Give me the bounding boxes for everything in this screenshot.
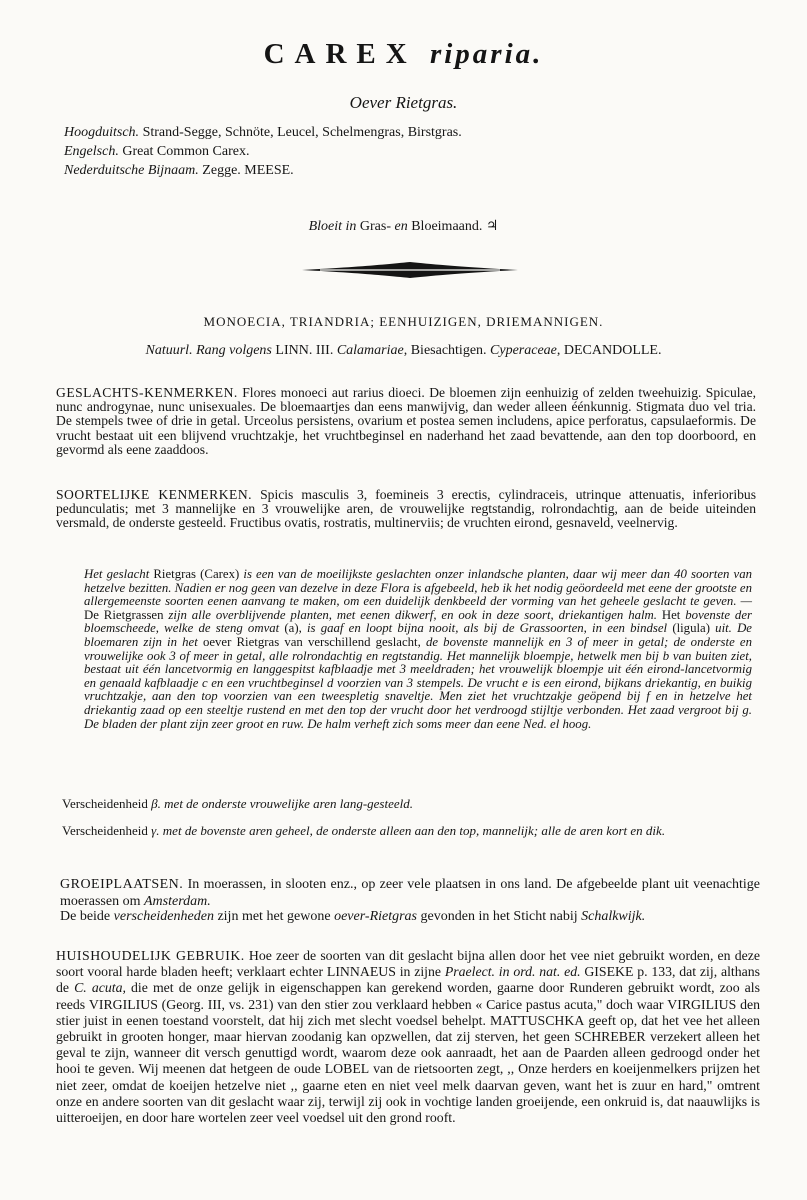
variety-text: met de bovenste aren geheel, de onderste alleen aan den top, mannelijk; alle de aren kort en dik. — [162, 823, 666, 838]
author-name: LINNAEUS — [326, 964, 396, 980]
household-use — [56, 948, 760, 1126]
linnaean-class: MONOECIA, TRIANDRIA; EENHUIZIGEN, DRIEMANNIGEN. — [203, 314, 604, 329]
natural-rank: Natuurl. Rang volgens LINN. III. Calamariae, Biesachtigen. Cyperaceae, DECANDOLLE. — [145, 343, 662, 358]
name-row-english — [64, 142, 764, 161]
flowering-month-2: Bloeimaand. — [411, 219, 483, 234]
flowering-en: en — [394, 219, 408, 234]
cyperaceae: Cyperaceae — [490, 343, 557, 358]
calamariae: Calamariae — [336, 343, 404, 358]
name-row-dutch — [64, 161, 764, 180]
note-text: is een van de moeilijkste geslachten onzer inlandsche planten, daar wij meer dan 40 soorten van hetzelve bezitten. Nadien er nog geen van dezelve in deze Flora is afgebeeld, heb ik het nodig geöordeeld met eene der grootste en allergemeenste soorten eenen aanvang te maken, om een duidelijk denkbeeld der vorming van het geheele geslacht te geven. — — [84, 567, 753, 609]
biesachtigen: , Biesachtigen. — [403, 343, 487, 358]
author-name: VIRGILIUS — [667, 996, 737, 1012]
section-text: In moerassen, in slooten enz., op zeer vele plaatsen in ons land. De afgebeelde plant uit veenachtige moerassen om — [60, 877, 761, 909]
vernacular-names — [64, 123, 764, 180]
section-text: Spicis masculis 3, foemineis 3 erectis, cylindraceis, utrinque attenuatis, inferioribus pedunculatis; met 3 mannelijke en 3 vrouwelijke aren, de vrouwelijke regtstandig, rolrondachtig, aan de beide uiteinden versmald, de onderste gesteeld. Fructibus ovatis, rostratis, multinerviis; de vruchten eirond, gesnaveld, veelnervig. — [56, 487, 756, 531]
ornament-divider-icon — [300, 258, 520, 282]
variety-label: Verscheidenheid — [62, 823, 148, 838]
name-row-german — [64, 123, 764, 142]
name-text: Great Common Carex. — [122, 144, 250, 159]
flowering-month-1: Gras- — [359, 219, 391, 234]
note-text: uit. De bloemaren zijn in het — [84, 621, 752, 649]
species-ref: C. acuta, — [74, 980, 126, 996]
decandolle-author: DECANDOLLE. — [563, 343, 662, 358]
note-genus: Rietgras (Carex) — [153, 567, 240, 581]
author-name: LOBEL — [324, 1061, 370, 1077]
page-title — [0, 38, 807, 71]
variety-beta — [62, 797, 752, 811]
note-text: bovenste der bloemscheede, welke de steng omvat — [84, 607, 752, 636]
note-figure-ref: (a), — [284, 621, 302, 636]
note-text: Het geslacht — [84, 567, 150, 581]
name-text: Strand-Segge, Schnöte, Leucel, Schelmengras, Birstgras. — [142, 125, 462, 140]
location-term: verscheidenheden — [113, 909, 214, 924]
location-text: De beide — [60, 909, 111, 924]
perennial-symbol: ♃ — [485, 219, 499, 234]
variety-symbol: γ. — [151, 823, 160, 838]
language-label: Hoogduitsch. — [64, 125, 140, 140]
note-term: oever Rietgras van verschillend geslacht, — [202, 634, 421, 649]
author-name: MATTUSCHKA — [490, 1012, 585, 1028]
section-heading: GROEIPLAATSEN. — [60, 877, 184, 892]
location-text: gevonden in het Sticht nabij — [420, 909, 578, 924]
note-text: de bovenste mannelijk en 3 of meer in getal; de onderste en vrouwelijke ook 3 of meer in getal, alle rolrondachtig en regtstandig. Het mannelijk bloempje, hetwelk men bij b van buiten ziet, bestaat uit één lancetvormig en langgespitst kafblaadje met 3 meeldraden; het vrouwelijk bloempje uit één eirond-lancetvormig en genaald kafblaadje c en een vruchtbeginsel d voorzien van 3 stempels. De vrucht e is een eirond, bijkans driekantig, en buikig vruchtzakje, aan den top voorzien van een tweespletig snaveltje. Men ziet het vruchtzakje geöpend bij f en in hetzelve het driekantig zaad op een steeltje rustend en met den top der vrucht door het verdroogd stijltje verbonden. Het zaad vergroot bij g. De bladen der plant zijn zeer groot en ruw. De halm verheft zich soms meer dan eene Ned. el hoog. — [84, 634, 752, 731]
variety-label: Verscheidenheid — [62, 796, 148, 811]
use-text: van de rietsoorten zegt, ,, Onze herders en koeijenmelkers prijzen het niet zeer, omdat de koeijen hetzelve niet ,, gaarne eten en niet veel melk daarvan geven, want het is zuur en hard," omtrent onze en andere soorten van dit geslacht waar zij, terwijl zij ook in vochtige landen groeijende, een onkruid is, dat naauwlijks is uitteroeijen, en door hare wortelen zeer veel voedsel uit den grond rooft. — [56, 1061, 761, 1126]
use-text: (Georg. III, vs. 231) van den stier zou verklaard hebben « Carice pastus acuta," doch waar — [161, 996, 664, 1012]
habitat — [60, 876, 760, 910]
species-name: riparia. — [429, 38, 544, 70]
note-term: Het — [661, 607, 681, 622]
description-note — [84, 568, 752, 731]
flowering-time — [0, 218, 807, 235]
note-text: is gaaf en loopt bijna nooit, als bij de Grassoorten, in een bindsel — [307, 621, 668, 636]
use-text: geeft op, dat het vee het alleen gebruikt in grooten honger, maar hiervan zoodanig kan opzwellen, dat zij sterven, het geen — [56, 1012, 760, 1045]
natural-rank-prefix: Natuurl. Rang volgens — [145, 343, 272, 358]
name-author: MEESE. — [244, 163, 294, 178]
name-text: Zegge. — [202, 163, 241, 178]
species-characters — [56, 488, 756, 531]
use-text: Hoe zeer de soorten van dit geslacht bijna allen door het vee niet gebruikt worden, en deze soort vooral harde bladen heeft; verklaart echter — [56, 948, 760, 980]
language-label: Engelsch. — [64, 144, 119, 159]
flowering-prefix: Bloeit in — [308, 219, 357, 234]
author-name: GISEKE — [584, 964, 634, 980]
location-text: zijn met het gewone — [217, 909, 331, 924]
genus-characters — [56, 386, 756, 457]
author-name: VIRGILIUS — [88, 996, 158, 1012]
use-text: den stier juist in eenen toestand voorstelt, dat hij zich met slecht voedsel behelpt. — [56, 996, 760, 1028]
use-text: die met de onze gelijk in eigenschappen kan gerekend worden, gaarne door Runderen gebruikt wordt, zoo als reeds — [56, 980, 760, 1012]
author-name: SCHREBER — [574, 1029, 646, 1045]
variety-symbol: β. — [151, 796, 161, 811]
note-term: De Rietgrassen — [84, 607, 164, 622]
note-term: (ligula) — [672, 621, 710, 636]
variety-gamma — [62, 824, 752, 838]
linn-author: LINN. — [275, 343, 313, 358]
dutch-name: Oever Rietgras. — [349, 93, 458, 112]
varieties-location — [60, 909, 760, 925]
use-text: p. 133, dat zij, althans de — [56, 964, 761, 996]
location-place: Schalkwijk. — [581, 909, 646, 924]
note-text: zijn alle overblijvende planten, met eenen dikwerf, en ook in deze soort, driekantigen halm. — [168, 607, 657, 622]
section-heading: GESLACHTS-KENMERKEN. — [56, 385, 238, 400]
habitat-place: Amsterdam. — [143, 894, 211, 909]
use-text: verzekert alleen het geval te zijn, wanneer dit versch genuttigd wordt, waarom deze ook aanraadt, het aan de Paarden alleen gedroogd onder het hooi te geven. Wij meenen dat hetgeen de oude — [56, 1029, 761, 1077]
citation: Praelect. in ord. nat. ed. — [444, 964, 581, 980]
location-term: oever-Rietgras — [334, 909, 418, 924]
section-text: Flores monoeci aut rarius dioeci. De bloemen zijn eenhuizig of zelden tweehuizig. Spiculae, nunc androgynae, nunc unisexuales. De bloemaartjes dan eens manwijvig, dan weder alleen éénkunnig. Stigmata duo vel tria. De stempels twee of drie in getal. Urceolus persistens, ovarium et postea semen includens, apice perforatus, capsulaeformis. De vrucht bestaat uit een blijvend vruchtzakje, het vruchtbeginsel en naderhand het zaad bevattende, aan den top doorboord, en gevormd als eene zaaddoos. — [56, 385, 757, 457]
language-label: Nederduitsche Bijnaam. — [64, 163, 199, 178]
order-number: III. — [315, 343, 334, 358]
variety-text: met de onderste vrouwelijke aren lang-gesteeld. — [164, 796, 414, 811]
genus-name: CAREX — [263, 38, 417, 70]
use-text: in zijne — [399, 964, 442, 980]
section-heading: HUISHOUDELIJK GEBRUIK. — [56, 948, 245, 963]
section-heading: SOORTELIJKE KENMERKEN. — [56, 487, 253, 502]
